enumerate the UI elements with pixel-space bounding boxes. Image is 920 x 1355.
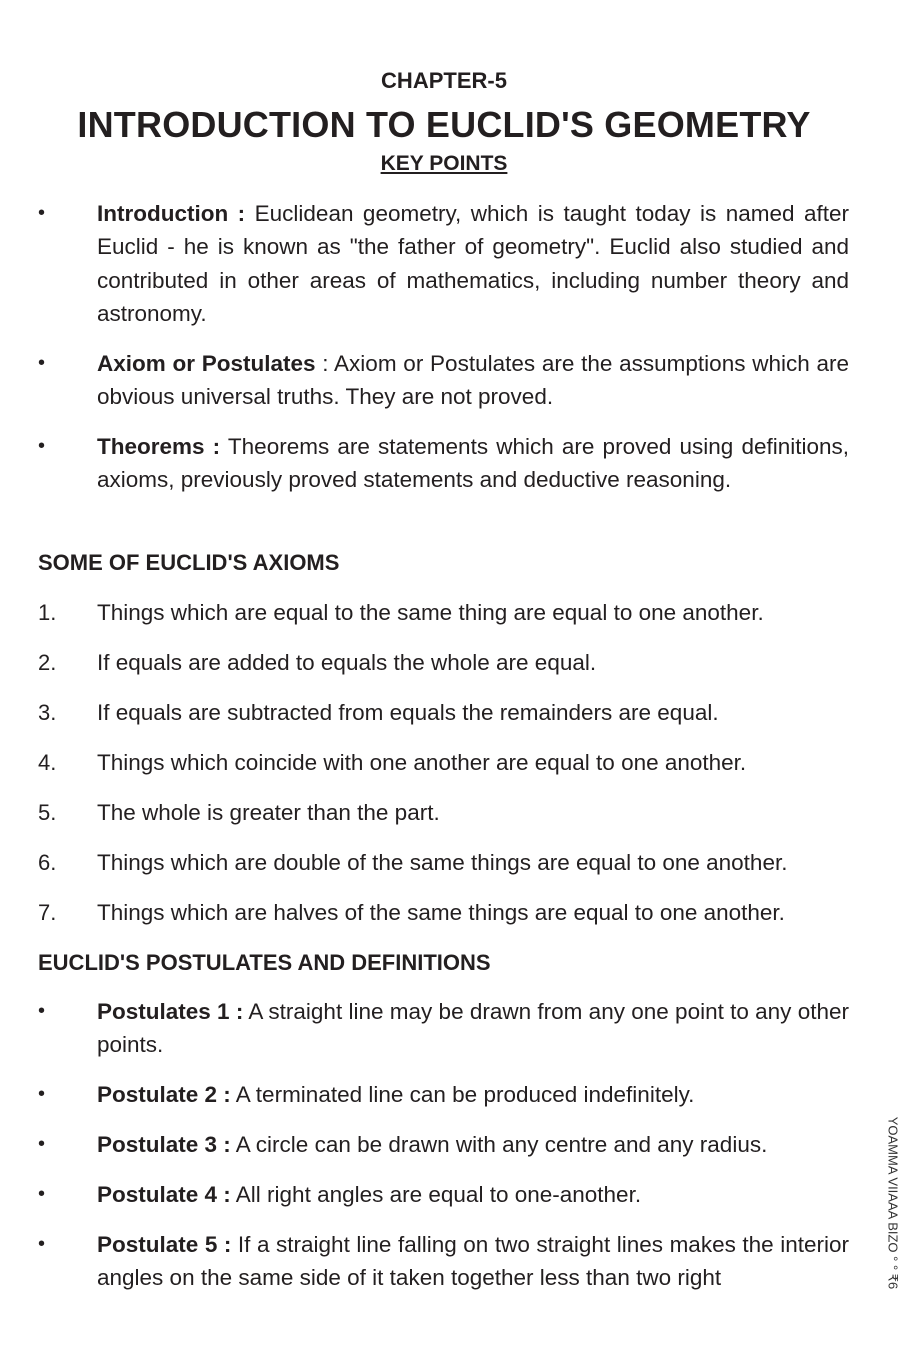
- key-point-text: [97, 430, 849, 497]
- axiom-text: Things which are double of the same things are equal to one another.: [97, 850, 788, 875]
- axiom-number: 3.: [38, 700, 57, 725]
- postulates-heading: EUCLID'S POSTULATES AND DEFINITIONS: [38, 950, 491, 975]
- bullet-icon: •: [38, 1233, 46, 1255]
- key-point-term: Axiom or Postulates: [97, 351, 316, 376]
- postulate-body: A circle can be drawn with any centre and any radius.: [230, 1132, 768, 1157]
- axiom-number: 4.: [38, 750, 57, 775]
- postulate-text: [97, 1178, 849, 1211]
- postulate-body: If a straight line falling on two straight lines makes the interior angles on the same side of it taken together less than two right: [97, 1232, 849, 1291]
- key-points-heading: KEY POINTS: [380, 152, 508, 175]
- key-point-term: Theorems :: [97, 434, 221, 459]
- bullet-icon: •: [38, 1083, 46, 1105]
- page-title: INTRODUCTION TO EUCLID'S GEOMETRY: [77, 104, 811, 145]
- axioms-heading: SOME OF EUCLID'S AXIOMS: [38, 550, 340, 575]
- chapter-label: CHAPTER-5: [381, 68, 507, 93]
- axiom-number: 2.: [38, 650, 57, 675]
- postulate-term: Postulate 2 :: [97, 1082, 231, 1107]
- key-point-term: Introduction :: [97, 201, 246, 226]
- bullet-icon: •: [38, 1000, 46, 1022]
- postulate-term: Postulate 5 :: [97, 1232, 232, 1257]
- postulate-text: [97, 1078, 849, 1111]
- key-point-body: : Axiom or Postulates are the assumptions which are obvious universal truths. They are not proved.: [97, 351, 849, 410]
- postulate-body: A terminated line can be produced indefinitely.: [230, 1082, 695, 1107]
- bullet-icon: •: [38, 435, 46, 457]
- axiom-text: Things which are halves of the same things are equal to one another.: [97, 900, 785, 925]
- postulate-text: [97, 995, 849, 1062]
- key-point-body: Euclidean geometry, which is taught today is named after Euclid - he is known as "the father of geometry". Euclid also studied and contributed in other areas of mathematics, including number theory and astronomy.: [97, 201, 849, 326]
- axiom-text: If equals are subtracted from equals the remainders are equal.: [97, 700, 719, 725]
- axiom-text: Things which coincide with one another are equal to one another.: [97, 750, 747, 775]
- bullet-icon: •: [38, 352, 46, 374]
- bullet-icon: •: [38, 1183, 46, 1205]
- side-text: YOAMMA VIIAAA BIZO ° ° ₹6: [885, 1116, 900, 1290]
- axiom-number: 5.: [38, 800, 57, 825]
- axiom-text: Things which are equal to the same thing are equal to one another.: [97, 600, 764, 625]
- postulate-term: Postulate 3 :: [97, 1132, 231, 1157]
- key-point-text: [97, 197, 849, 330]
- bullet-icon: •: [38, 1133, 46, 1155]
- postulate-text: [97, 1228, 849, 1295]
- axiom-number: 7.: [38, 900, 57, 925]
- postulate-term: Postulates 1 :: [97, 999, 244, 1024]
- postulate-text: [97, 1128, 849, 1161]
- postulate-body: All right angles are equal to one-another.: [230, 1182, 642, 1207]
- axiom-number: 6.: [38, 850, 57, 875]
- margin-side-text: [878, 1108, 906, 1298]
- axiom-text: If equals are added to equals the whole are equal.: [97, 650, 597, 675]
- postulate-body: A straight line may be drawn from any one point to any other points.: [97, 999, 849, 1058]
- key-point-body: Theorems are statements which are proved using definitions, axioms, previously proved statements and deductive reasoning.: [97, 434, 850, 493]
- axiom-text: The whole is greater than the part.: [97, 800, 440, 825]
- bullet-icon: •: [38, 202, 46, 224]
- key-point-text: [97, 347, 849, 414]
- postulate-term: Postulate 4 :: [97, 1182, 231, 1207]
- axiom-number: 1.: [38, 600, 57, 625]
